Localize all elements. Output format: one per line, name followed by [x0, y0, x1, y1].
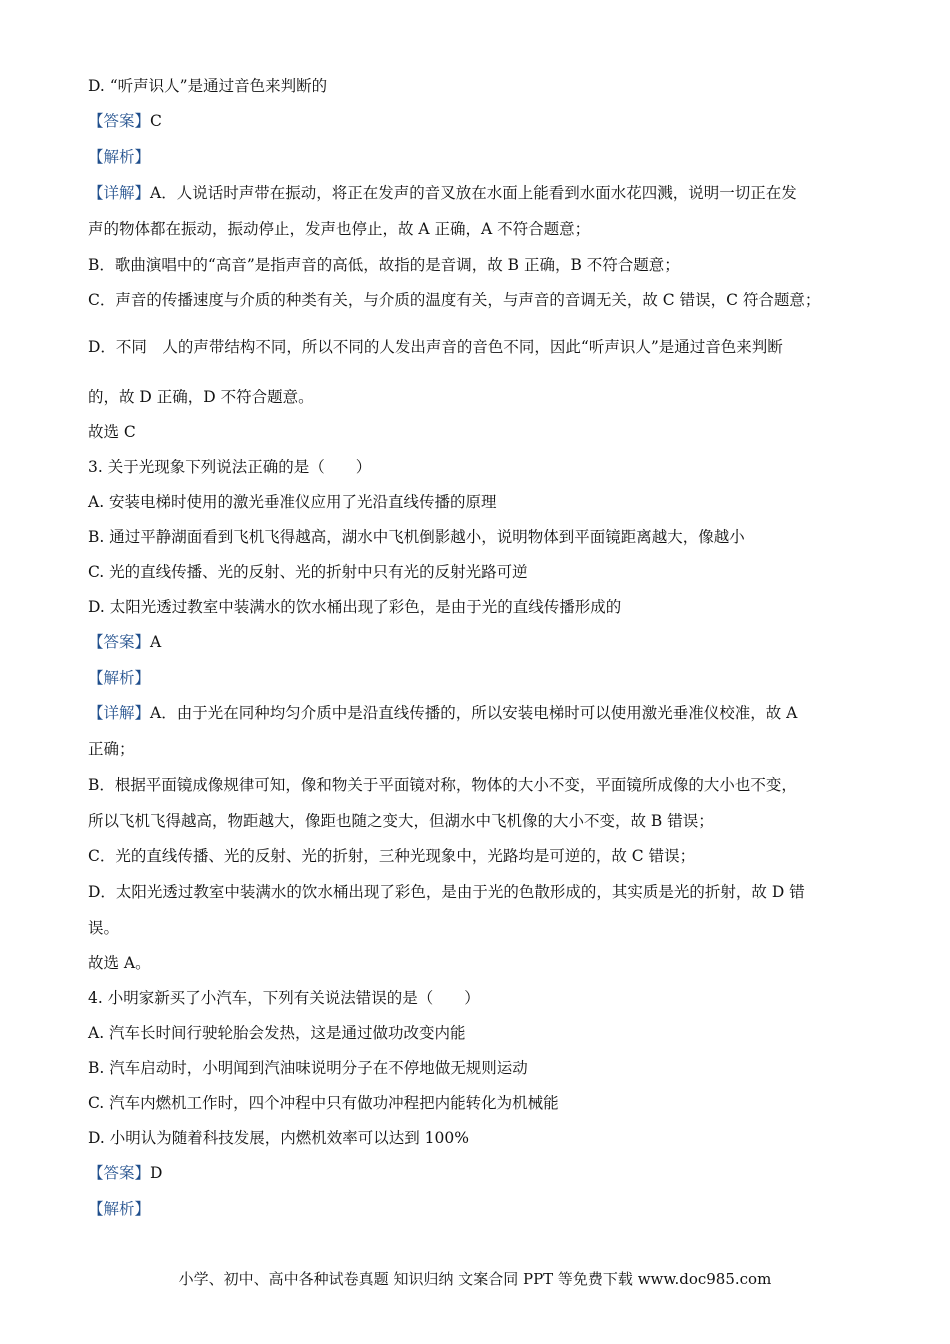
- line-text: 故选 C: [88, 423, 136, 441]
- section-tag: 【详解】: [88, 184, 151, 202]
- line-text: C: [150, 112, 162, 130]
- line-text: A. 汽车长时间行驶轮胎会发热，这是通过做功改变内能: [88, 1024, 466, 1042]
- line-text: A. 安装电梯时使用的激光垂准仪应用了光沿直线传播的原理: [88, 493, 497, 511]
- text-line: [88, 387, 314, 407]
- line-text: C. 汽车内燃机工作时，四个冲程中只有做功冲程把内能转化为机械能: [88, 1094, 559, 1112]
- line-text: 的，故 D 正确，D 不符合题意。: [88, 388, 314, 406]
- line-text: D. 小明认为随着科技发展，内燃机效率可以达到 100%: [88, 1129, 469, 1147]
- text-line: [88, 668, 150, 688]
- text-line: [88, 527, 745, 547]
- footer-text: 小学、初中、高中各种试卷真题 知识归纳 文案合同 PPT 等免费下载 www.doc985.com: [178, 1270, 772, 1288]
- text-line: [88, 219, 590, 239]
- text-line: [88, 255, 680, 275]
- line-text: 3. 关于光现象下列说法正确的是（ ）: [88, 458, 372, 476]
- text-line: [88, 1058, 528, 1078]
- line-text: B. 通过平静湖面看到飞机飞得越高，湖水中飞机倒影越小，说明物体到平面镜距离越大，像越小: [88, 528, 745, 546]
- text-line: [88, 882, 805, 902]
- text-line: [88, 147, 150, 167]
- line-text: 4. 小明家新买了小汽车，下列有关说法错误的是（ ）: [88, 989, 480, 1007]
- text-line: [88, 703, 797, 723]
- line-text: 声的物体都在振动，振动停止，发声也停止，故 A 正确，A 不符合题意；: [88, 220, 591, 238]
- text-line: [88, 597, 621, 617]
- text-line: [88, 1128, 469, 1148]
- text-line: [88, 846, 695, 866]
- line-text: A．由于光在同种均匀介质中是沿直线传播的，所以安装电梯时可以使用激光垂准仪校准，故 A: [150, 704, 798, 722]
- section-tag: 【答案】: [88, 633, 151, 651]
- text-line: [88, 918, 119, 938]
- text-line: [88, 1199, 150, 1219]
- line-text: 误。: [88, 919, 120, 937]
- text-line: [88, 1023, 466, 1043]
- line-text: C．光的直线传播、光的反射、光的折射，三种光现象中，光路均是可逆的，故 C 错误；: [88, 847, 696, 865]
- line-text: D: [150, 1164, 163, 1182]
- text-line: [88, 775, 797, 795]
- text-line: [88, 337, 783, 357]
- text-line: [88, 183, 797, 203]
- text-line: [88, 290, 820, 310]
- line-text: 正确；: [88, 740, 135, 758]
- line-text: A．人说话时声带在振动，将正在发声的音叉放在水面上能看到水面水花四溅，说明一切正在发: [150, 184, 797, 202]
- text-line: [88, 492, 497, 512]
- line-text: 所以飞机飞得越高，物距越大，像距也随之变大，但湖水中飞机像的大小不变，故 B 错误；: [88, 812, 714, 830]
- section-tag: 【答案】: [88, 112, 151, 130]
- section-tag: 【解析】: [88, 669, 151, 687]
- line-text: B．根据平面镜成像规律可知，像和物关于平面镜对称，物体的大小不变，平面镜所成像的大小也不变，: [88, 776, 797, 794]
- line-text: 故选 A。: [88, 954, 151, 972]
- line-text: C．声音的传播速度与介质的种类有关，与介质的温度有关，与声音的音调无关，故 C 错误，C 符合题意；: [88, 291, 821, 309]
- section-tag: 【解析】: [88, 1200, 151, 1218]
- line-text: D．太阳光透过教室中装满水的饮水桶出现了彩色，是由于光的色散形成的，其实质是光的折射，故 D 错: [88, 883, 805, 901]
- text-line: [88, 811, 714, 831]
- text-line: [88, 739, 135, 759]
- section-tag: 【答案】: [88, 1164, 151, 1182]
- line-text: B. 汽车启动时，小明闻到汽油味说明分子在不停地做无规则运动: [88, 1059, 528, 1077]
- text-line: [88, 111, 162, 131]
- text-line: [88, 76, 327, 96]
- line-text: D. 太阳光透过教室中装满水的饮水桶出现了彩色，是由于光的直线传播形成的: [88, 598, 622, 616]
- line-text: B．歌曲演唱中的“高音”是指声音的高低，故指的是音调，故 B 正确，B 不符合题意；: [88, 256, 680, 274]
- line-text: A: [150, 633, 162, 651]
- line-text: D. “听声识人”是通过音色来判断的: [88, 77, 328, 95]
- text-line: [88, 422, 136, 442]
- section-tag: 【详解】: [88, 704, 151, 722]
- text-line: [88, 988, 480, 1008]
- text-line: [88, 562, 528, 582]
- footer-banner: [0, 1268, 950, 1289]
- text-line: [88, 457, 371, 477]
- line-text: C. 光的直线传播、光的反射、光的折射中只有光的反射光路可逆: [88, 563, 528, 581]
- text-line: [88, 953, 151, 973]
- text-line: [88, 1093, 559, 1113]
- text-line: [88, 632, 161, 652]
- text-line: [88, 1163, 162, 1183]
- line-text: D．不同 人的声带结构不同，所以不同的人发出声音的音色不同，因此“听声识人”是通过音色来判断: [88, 338, 783, 356]
- section-tag: 【解析】: [88, 148, 151, 166]
